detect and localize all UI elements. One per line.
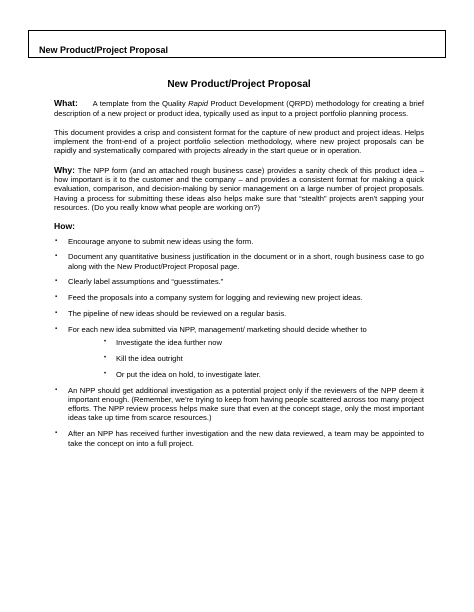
what-text-a: A template from the Quality (92, 99, 189, 109)
list-item: ▪ Encourage anyone to submit new ideas using the form. (55, 236, 254, 246)
bullet-icon: ▪ (55, 310, 58, 317)
list-item: ▪ Clearly label assumptions and “guesstimates.” (55, 277, 224, 287)
bullet-icon: ▪ (55, 386, 58, 393)
what-label: What: (54, 98, 78, 109)
how-list (54, 237, 424, 448)
purpose-paragraph: This document provides a crisp and consistent format for the capture of new product and project ideas. Helps implement the front-end of a project portfolio selection methodology, where new project proposals can be rapidly and systematically compared with projects already in the start queue or in operation. (54, 127, 424, 156)
what-text-emphasis: Rapid (188, 99, 208, 109)
bullet-icon: ▪ (55, 325, 58, 332)
list-item: ▪ An NPP should get additional investigation as a potential project only if the reviewers of the NPP deem it important enough. (Remember, we’re trying to keep from having people scattered across too many project efforts. The NPP review process helps make sure that even at the concept stage, only the most important ideas take up time from scarce resources.) (55, 385, 424, 423)
bullet-icon: ▪ (55, 430, 58, 437)
header-box (28, 30, 446, 58)
decision-sub-list (68, 338, 424, 379)
header-title: New Product/Project Proposal (39, 45, 169, 55)
document-body (54, 80, 424, 454)
page-title: New Product/Project Proposal (167, 79, 311, 90)
what-text-b: Product Development (QRPD) methodology for creating a brief description of a new project or product idea, typically used as input to a project portfolio planning process. (54, 99, 424, 118)
list-item: ▪ The pipeline of new ideas should be reviewed on a regular basis. (55, 309, 287, 319)
sub-bullet-icon: • (104, 370, 107, 377)
bullet-icon: ▪ (55, 237, 58, 244)
why-label: Why: (54, 164, 76, 175)
list-item: ▪ Document any quantitative business justification in the document or in a short, rough business case to go along with the New Product/Project Proposal page. (55, 252, 424, 271)
bullet-icon: ▪ (55, 253, 58, 260)
sub-bullet-icon: • (104, 354, 107, 361)
what-paragraph (54, 99, 424, 118)
list-item: ▪ After an NPP has received further investigation and the new data reviewed, a team may be appointed to take the concept on into a full project. (55, 429, 424, 448)
sub-list-item: • Investigate the idea further now (104, 338, 222, 348)
list-item: ▪ Feed the proposals into a company system for logging and reviewing new project ideas. (55, 293, 363, 303)
bullet-icon: ▪ (55, 278, 58, 285)
how-label: How: (54, 221, 76, 232)
why-paragraph (54, 166, 424, 212)
list-item: ▪ For each new idea submitted via NPP, management/ marketing should decide whether to • Investigate the idea further now • Kill the idea outright • Or put the idea on hold, to investigate later. (54, 325, 424, 379)
sub-bullet-icon: • (104, 339, 107, 346)
sub-list-item: • Kill the idea outright (104, 353, 183, 363)
why-text: The NPP form (and an attached rough business case) provides a sanity check of this product idea – how important is it to the customer and the company – and provides a consistent format for making a quick evaluation, comparison, and decision-making by senior management on a large number of project proposals. Having a process for submitting these ideas also helps make sure that “stealth” projects aren't sapping your resources. (Do you really know what people are working on?) (54, 165, 424, 212)
bullet-icon: ▪ (55, 294, 58, 301)
sub-list-item: • Or put the idea on hold, to investigate later. (104, 369, 261, 379)
